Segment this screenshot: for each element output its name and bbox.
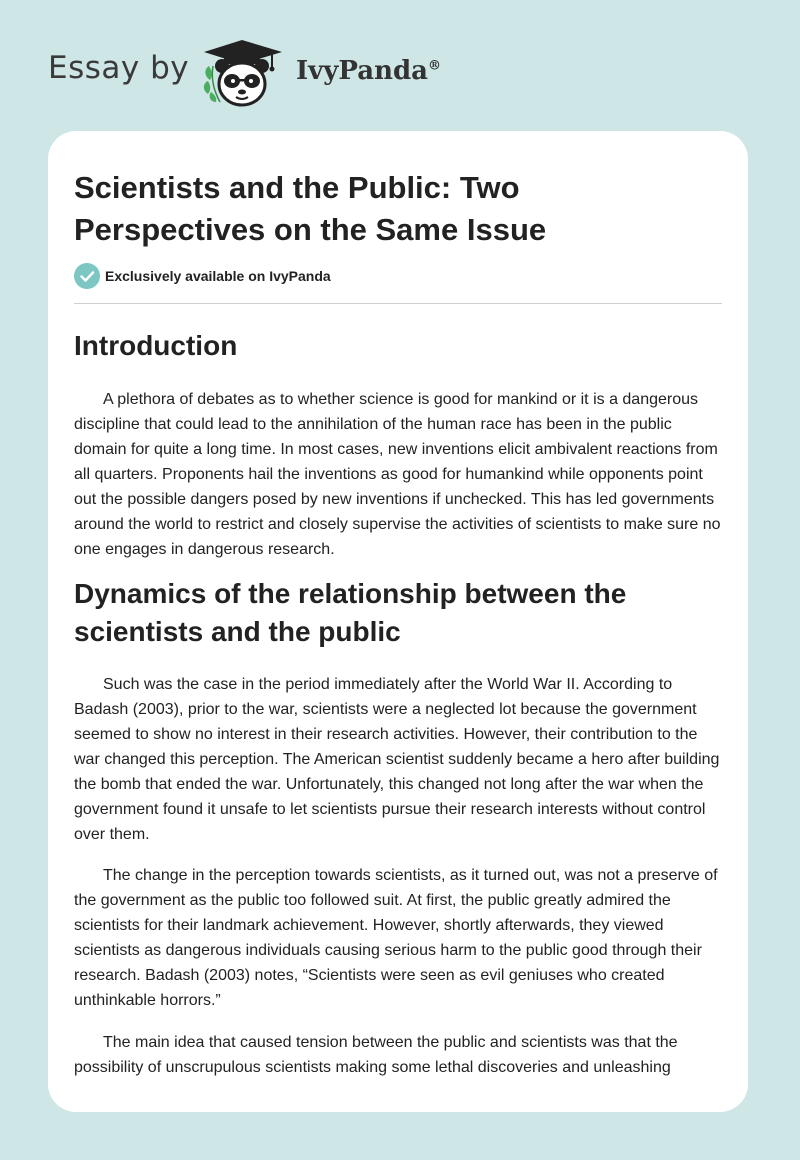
article-title: Scientists and the Public: Two Perspectives on the Same Issue	[74, 170, 547, 247]
paragraph: The change in the perception towards scientists, as it turned out, was not a preserve of the government as the public too followed suit. At first, the public greatly admired the scientists for their landmark achievement. However, shortly afterwards, they viewed scientists as dangerous individuals causing serious harm to the public good through their research. Badash (2003) notes, “Scientists were seen as evil geniuses who created unthinkable horrors.”	[74, 867, 718, 1009]
check-circle-icon	[74, 263, 100, 289]
paragraph: Such was the case in the period immediately after the World War II. According to Badash (2003), prior to the war, scientists were a neglected lot because the government seemed to show no interest in their research activities. However, their contribution to the war changed this perception. The American scientist suddenly became a hero after building the bomb that ended the war. Unfortunately, this changed not long after the war when the government found it unsafe to let scientists pursue their research interests without control over them.	[74, 676, 720, 843]
exclusive-badge	[74, 263, 331, 289]
panda-logo-icon[interactable]	[200, 36, 284, 110]
brand-name-text: IvyPanda	[296, 56, 429, 86]
paragraph: The main idea that caused tension between the public and scientists was that the possibility of unscrupulous scientists making some lethal discoveries and unleashing	[74, 1034, 678, 1076]
brand-prefix: Essay by	[48, 50, 190, 86]
badge-label: Exclusively available on IvyPanda	[105, 268, 331, 284]
section-heading-introduction: Introduction	[74, 330, 238, 361]
site-header	[0, 0, 800, 130]
divider	[74, 303, 722, 304]
paragraph: A plethora of debates as to whether science is good for mankind or it is a dangerous discipline that could lead to the annihilation of the human race has been in the public domain for quite a long time. In most cases, new inventions elicit ambivalent reactions from all quarters. Proponents hail the inventions as good for humankind while opponents point out the possible dangers posed by new inventions if unchecked. This has led governments around the world to restrict and closely supervise the activities of scientists to make sure no one engages in dangerous research.	[74, 391, 721, 558]
article-body	[74, 327, 724, 1080]
registered-mark: ®	[428, 58, 442, 74]
article-card	[48, 131, 748, 1112]
section-heading-dynamics: Dynamics of the relationship between the scientists and the public	[74, 578, 627, 647]
brand-name[interactable]	[296, 56, 441, 86]
